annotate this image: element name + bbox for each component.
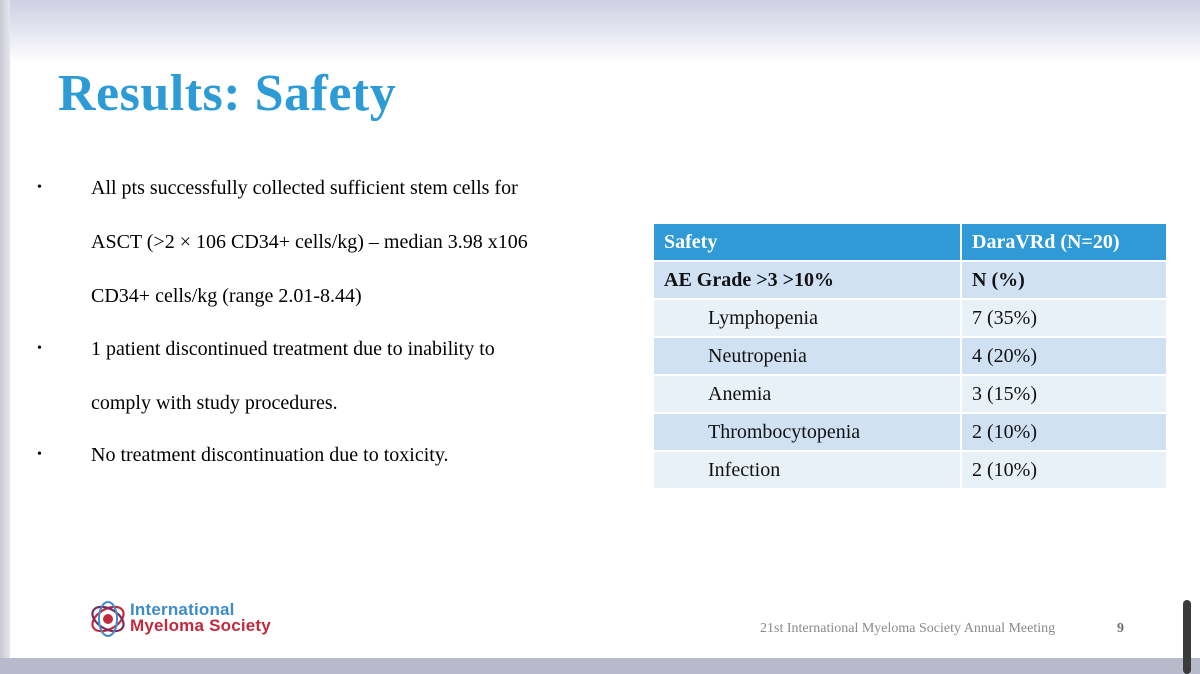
row-value: 2 (10%) [961,413,1167,451]
bullet-2-line-1: 1 patient discontinued treatment due to inability to [91,338,495,360]
subheader-ae-grade: AE Grade >3 >10% [653,261,961,299]
scrollbar-thumb[interactable] [1183,600,1191,674]
bullet-2-line-2: comply with study procedures. [91,392,338,414]
row-label: Thrombocytopenia [653,413,961,451]
row-label: Infection [653,451,961,489]
table-subheader-row [653,261,1167,299]
row-value: 2 (10%) [961,451,1167,489]
table-header-row [653,223,1167,261]
row-value: 4 (20%) [961,337,1167,375]
logo-text-international: International [130,600,235,619]
page-number: 9 [1117,621,1124,636]
row-value: 3 (15%) [961,375,1167,413]
header-daravrd: DaraVRd (N=20) [961,223,1167,261]
row-label: Neutropenia [653,337,961,375]
table-row [653,451,1167,489]
table-row [653,413,1167,451]
footer-meeting-name: 21st International Myeloma Society Annual Meeting [760,621,1056,636]
header-safety: Safety [653,223,961,261]
table-row [653,375,1167,413]
bullet-dot-3: • [37,447,42,462]
left-edge-rail [0,0,10,674]
bullet-dot-2: • [37,341,42,356]
safety-table [652,222,1168,490]
row-label: Anemia [653,375,961,413]
table-row [653,299,1167,337]
bullet-1-line-1: All pts successfully collected sufficient stem cells for [91,177,518,199]
table-row [653,337,1167,375]
ims-logo-icon [86,596,130,642]
top-gradient-band [0,0,1200,62]
bullet-dot-1: • [37,180,42,195]
row-value: 7 (35%) [961,299,1167,337]
bullet-3-line-1: No treatment discontinuation due to toxicity. [91,444,449,466]
bullet-1-line-3: CD34+ cells/kg (range 2.01-8.44) [91,285,362,307]
bullet-1-line-2: ASCT (>2 × 106 CD34+ cells/kg) – median 3.98 x106 [91,231,528,253]
slide-title: Results: Safety [58,65,397,122]
subheader-n-percent: N (%) [961,261,1167,299]
logo-text-myeloma-society: Myeloma Society [130,616,271,635]
ims-logo [86,596,286,642]
bottom-band [0,658,1200,674]
row-label: Lymphopenia [653,299,961,337]
